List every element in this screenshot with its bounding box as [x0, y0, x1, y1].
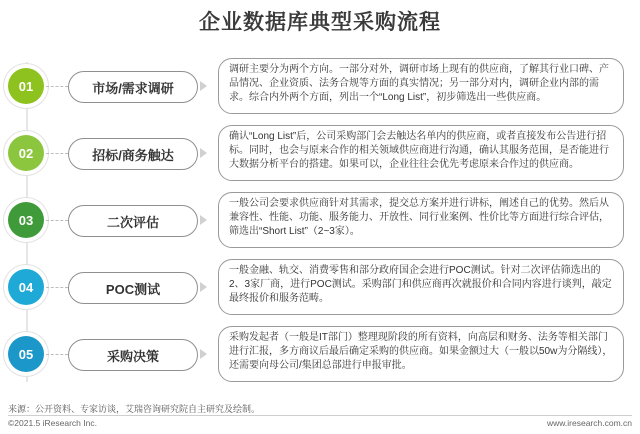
- connector-line: [46, 153, 68, 155]
- arrow-right-icon: [200, 148, 207, 158]
- step-label: POC测试: [68, 272, 198, 304]
- process-step-2: [0, 125, 640, 191]
- website-link[interactable]: www.iresearch.com.cn: [546, 418, 632, 428]
- step-number-badge: 03: [8, 202, 44, 238]
- arrow-right-icon: [200, 81, 207, 91]
- process-step-1: [0, 58, 640, 124]
- step-description: 调研主要分为两个方向。一部分对外，调研市场上现有的供应商，了解其行业口碑、产品情况、企业资质、法务合规等方面的真实情况；另一部分对内，调研企业内部的需求。综合内外两个方面，列出一个“Long List”，初步筛选出一些供应商。: [218, 58, 624, 114]
- connector-line: [46, 287, 68, 289]
- step-description: 确认“Long List”后，公司采购部门会去触达名单内的供应商，或者直接发布公告进行招标。同时，也会与原来合作的相关领域供应商进行沟通，确认其服务范围，是否能进行大数据分析平台的搭建。如果可以，企业往往会优先考虑原来合作过的供应商。: [218, 125, 624, 181]
- step-label: 采购决策: [68, 339, 198, 371]
- step-number-badge: 04: [8, 269, 44, 305]
- step-description: 采购发起者（一般是IT部门）整理现阶段的所有资料，向高层和财务、法务等相关部门进行汇报，多方商议后最后确定采购的供应商。如果金额过大（一般以50w为分隔线），还需要向母公司/集团总部进行申报审批。: [218, 326, 624, 382]
- page-title: 企业数据库典型采购流程: [199, 11, 441, 34]
- step-number-badge: 02: [8, 135, 44, 171]
- copyright: ©2021.5 iResearch Inc.: [8, 418, 97, 428]
- process-step-4: [0, 259, 640, 325]
- step-description: 一般公司会要求供应商针对其需求，提交总方案并进行讲标，阐述自己的优势。然后从兼容性、性能、功能、服务能力、开放性、同行业案例、性价比等方面进行综合评估，筛选出“Short List”（2~3家）。: [218, 192, 624, 248]
- footer-divider: [8, 415, 632, 416]
- connector-line: [46, 220, 68, 222]
- step-label: 招标/商务触达: [68, 138, 198, 170]
- step-description: 一般金融、轨交、消费零售和部分政府国企会进行POC测试。针对二次评估筛选出的2、3家厂商，进行POC测试。采购部门和供应商再次就报价和合同内容进行谈判，敲定最终报价和服务范畴。: [218, 259, 624, 315]
- connector-line: [46, 354, 68, 356]
- step-label: 市场/需求调研: [68, 71, 198, 103]
- step-number-badge: 05: [8, 336, 44, 372]
- connector-line: [46, 86, 68, 88]
- process-step-5: [0, 326, 640, 392]
- step-number-badge: 01: [8, 68, 44, 104]
- arrow-right-icon: [200, 215, 207, 225]
- step-label: 二次评估: [68, 205, 198, 237]
- arrow-right-icon: [200, 282, 207, 292]
- source-note: 来源：公开资料、专家访谈，艾瑞咨询研究院自主研究及绘制。: [8, 404, 261, 414]
- process-step-3: [0, 192, 640, 258]
- arrow-right-icon: [200, 349, 207, 359]
